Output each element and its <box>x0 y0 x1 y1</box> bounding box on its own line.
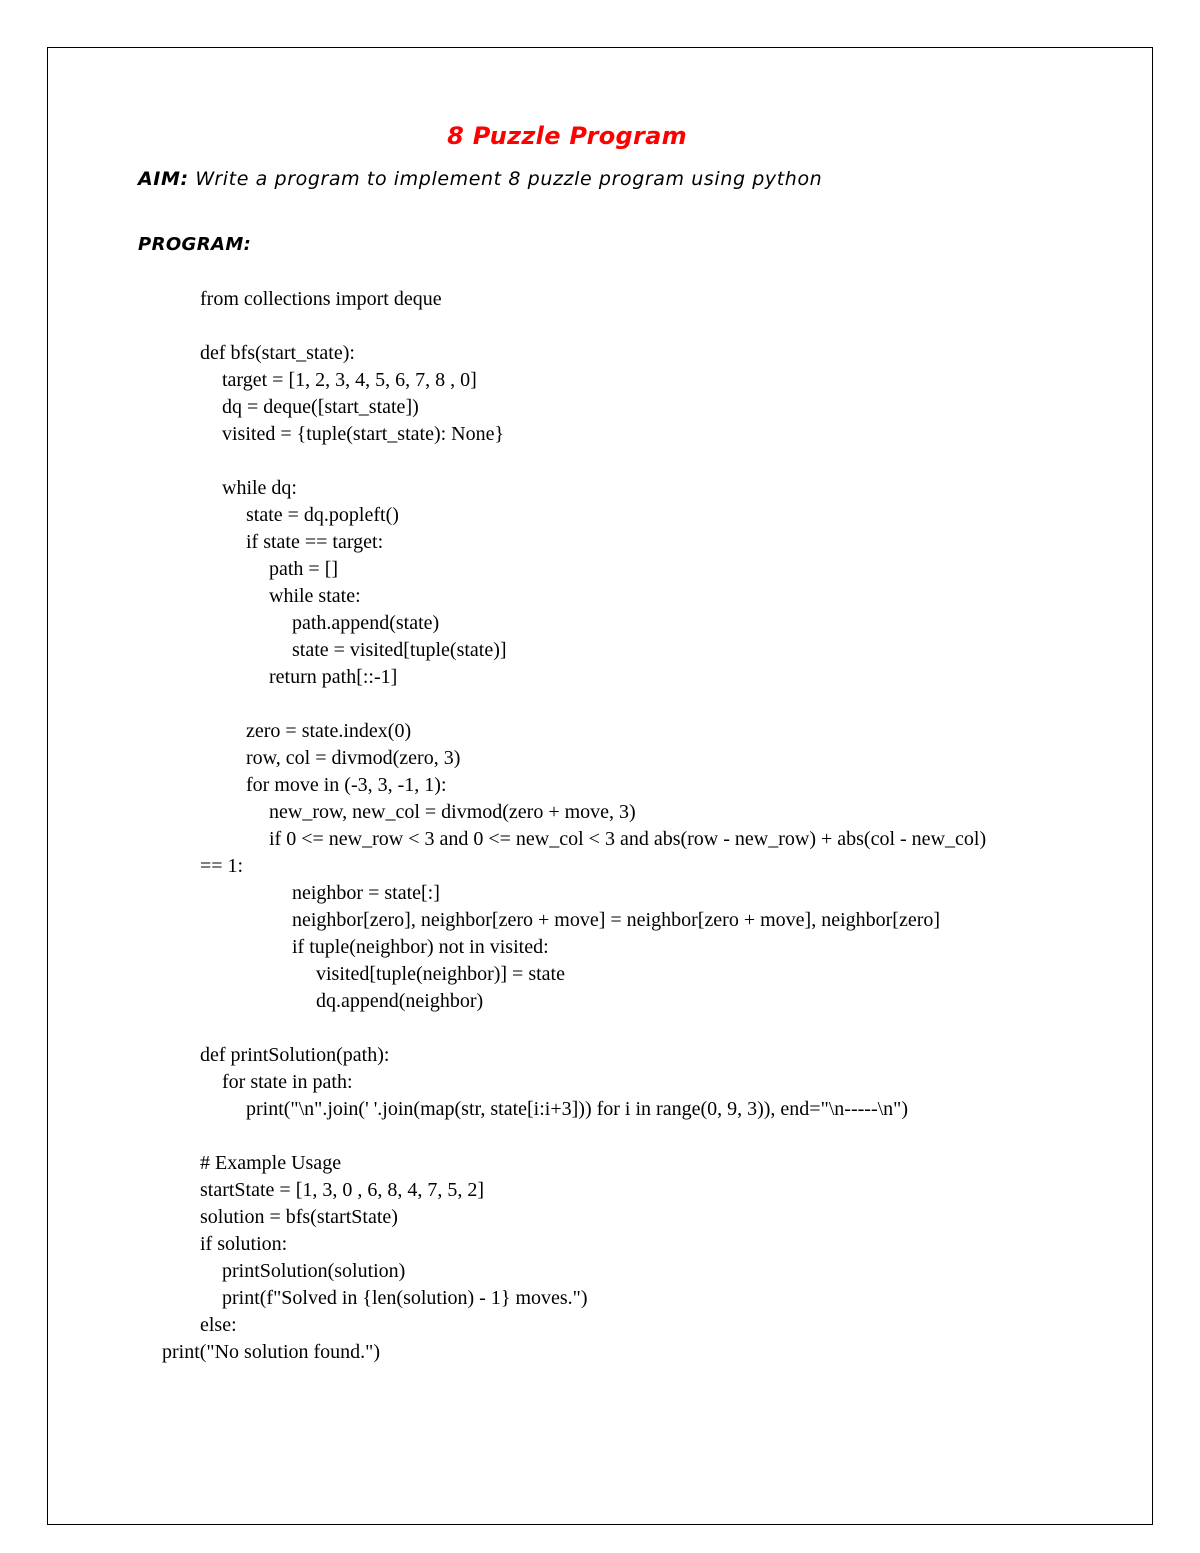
code-line: if tuple(neighbor) not in visited: <box>292 936 549 958</box>
code-line: if 0 <= new_row < 3 and 0 <= new_col < 3 and abs(row - new_row) + abs(col - new_col) <box>269 828 987 850</box>
code-line: def printSolution(path): <box>200 1044 390 1066</box>
code-line: if state == target: <box>246 531 384 553</box>
code-line: == 1: <box>200 855 244 877</box>
code-line: visited[tuple(neighbor)] = state <box>316 963 565 985</box>
program-heading: PROGRAM: <box>138 234 252 255</box>
page-border <box>47 47 1153 1525</box>
code-line: return path[::-1] <box>269 666 398 688</box>
aim-label: AIM: <box>138 168 189 190</box>
code-line: target = [1, 2, 3, 4, 5, 6, 7, 8 , 0] <box>222 369 477 391</box>
code-line: # Example Usage <box>200 1152 342 1174</box>
code-line: printSolution(solution) <box>222 1260 406 1282</box>
code-line: print("\n".join(' '.join(map(str, state[i:i+3])) for i in range(0, 9, 3)), end="\n-----\n") <box>246 1098 908 1120</box>
code-line: dq = deque([start_state]) <box>222 396 419 418</box>
code-line: neighbor[zero], neighbor[zero + move] = neighbor[zero + move], neighbor[zero] <box>292 909 941 931</box>
code-line: while state: <box>269 585 361 607</box>
code-line: visited = {tuple(start_state): None} <box>222 423 505 445</box>
code-line: path.append(state) <box>292 612 440 634</box>
code-line: def bfs(start_state): <box>200 342 355 364</box>
aim-statement <box>138 168 822 190</box>
code-line: new_row, new_col = divmod(zero + move, 3) <box>269 801 636 823</box>
code-line: row, col = divmod(zero, 3) <box>246 747 461 769</box>
code-line: while dq: <box>222 477 297 499</box>
code-line: neighbor = state[:] <box>292 882 440 904</box>
code-line: from collections import deque <box>200 288 442 310</box>
code-line: for state in path: <box>222 1071 353 1093</box>
aim-text: Write a program to implement 8 puzzle program using python <box>188 168 823 190</box>
code-line: dq.append(neighbor) <box>316 990 484 1012</box>
code-line: startState = [1, 3, 0 , 6, 8, 4, 7, 5, 2] <box>200 1179 485 1201</box>
page-title: 8 Puzzle Program <box>447 122 687 150</box>
code-line: path = [] <box>269 558 339 580</box>
code-line: print(f"Solved in {len(solution) - 1} moves.") <box>222 1287 588 1309</box>
code-line: state = visited[tuple(state)] <box>292 639 507 661</box>
code-line: print("No solution found.") <box>162 1341 380 1363</box>
code-line: if solution: <box>200 1233 288 1255</box>
code-line: for move in (-3, 3, -1, 1): <box>246 774 447 796</box>
code-line: state = dq.popleft() <box>246 504 399 526</box>
code-line: zero = state.index(0) <box>246 720 412 742</box>
code-line: solution = bfs(startState) <box>200 1206 398 1228</box>
code-line: else: <box>200 1314 237 1336</box>
